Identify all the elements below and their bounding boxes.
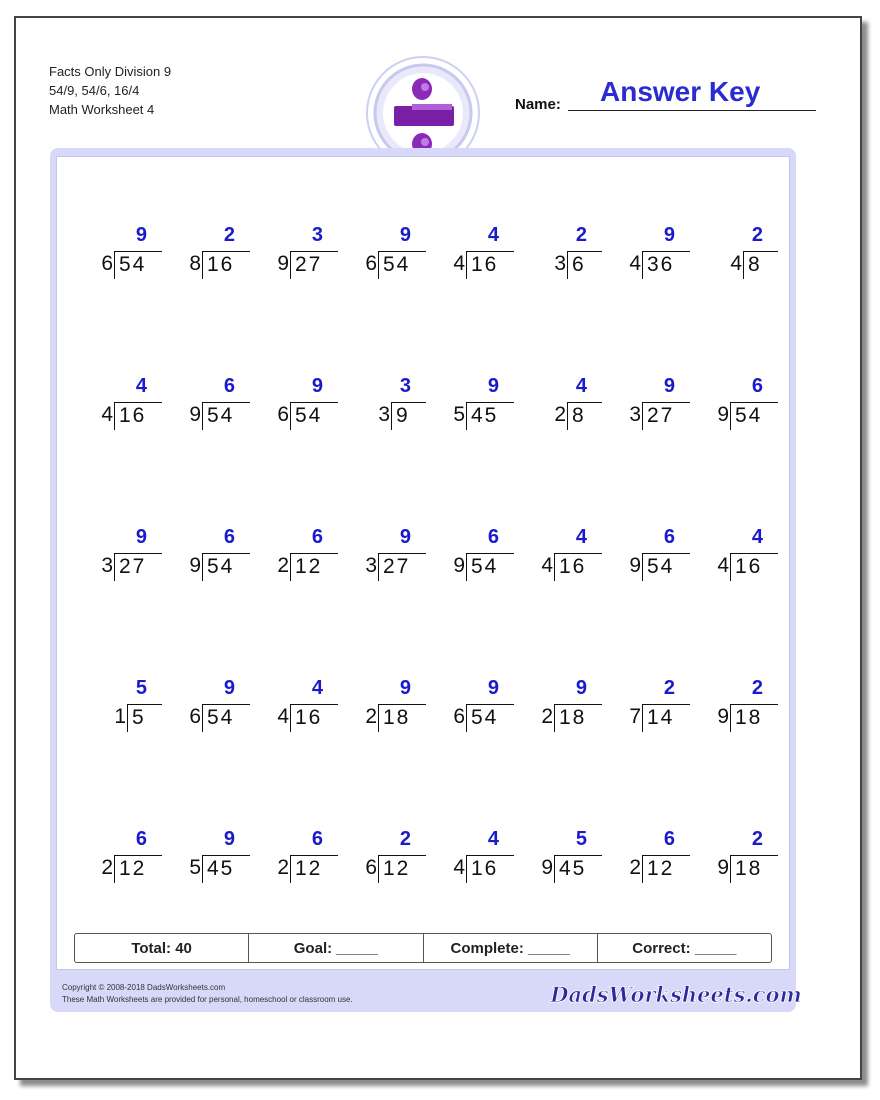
quotient-answer: 9 bbox=[135, 526, 148, 548]
copyright-text: Copyright © 2008-2018 DadsWorksheets.com bbox=[62, 983, 226, 992]
dividend: 54 bbox=[119, 253, 147, 276]
quotient-answer: 5 bbox=[575, 828, 588, 850]
dividend: 12 bbox=[383, 857, 411, 880]
division-bracket bbox=[642, 251, 643, 279]
dividend: 36 bbox=[647, 253, 675, 276]
division-bracket bbox=[567, 251, 568, 279]
division-problem bbox=[260, 375, 338, 435]
quotient-answer: 6 bbox=[751, 375, 764, 397]
division-problem bbox=[436, 828, 514, 888]
division-bar bbox=[378, 251, 426, 252]
division-bar bbox=[378, 855, 426, 856]
division-problem bbox=[524, 677, 602, 737]
division-problem bbox=[172, 526, 250, 586]
division-bracket bbox=[554, 855, 555, 883]
worksheet-title: Facts Only Division 9 bbox=[49, 64, 172, 79]
division-bar bbox=[202, 402, 250, 403]
division-problem bbox=[260, 828, 338, 888]
division-bar bbox=[567, 251, 602, 252]
division-bar bbox=[642, 251, 690, 252]
division-bracket bbox=[730, 553, 731, 581]
divisor: 3 bbox=[365, 554, 377, 577]
division-problem bbox=[436, 224, 514, 284]
division-bracket bbox=[730, 402, 731, 430]
division-problem bbox=[172, 828, 250, 888]
divisor: 9 bbox=[189, 554, 201, 577]
quotient-answer: 9 bbox=[663, 375, 676, 397]
division-bar bbox=[127, 704, 162, 705]
division-bracket bbox=[642, 704, 643, 732]
quotient-answer: 3 bbox=[399, 375, 412, 397]
complete-field[interactable]: Complete: _____ bbox=[424, 934, 598, 962]
division-bar bbox=[202, 251, 250, 252]
division-problem bbox=[260, 526, 338, 586]
divisor: 7 bbox=[629, 705, 641, 728]
division-problem bbox=[84, 375, 162, 435]
division-bar bbox=[290, 855, 338, 856]
division-problem bbox=[612, 677, 690, 737]
dividend: 16 bbox=[735, 555, 763, 578]
divisor: 9 bbox=[717, 856, 729, 879]
dividend: 45 bbox=[471, 404, 499, 427]
quotient-answer: 4 bbox=[487, 828, 500, 850]
division-bar bbox=[466, 402, 514, 403]
division-bracket bbox=[466, 402, 467, 430]
quotient-answer: 4 bbox=[751, 526, 764, 548]
score-bar bbox=[74, 933, 772, 963]
division-problem bbox=[700, 224, 778, 284]
divisor: 4 bbox=[277, 705, 289, 728]
division-bar bbox=[554, 855, 602, 856]
division-bracket bbox=[466, 251, 467, 279]
dividend: 12 bbox=[647, 857, 675, 880]
goal-field[interactable]: Goal: _____ bbox=[249, 934, 423, 962]
division-problem bbox=[348, 677, 426, 737]
divisor: 6 bbox=[365, 856, 377, 879]
quotient-answer: 2 bbox=[663, 677, 676, 699]
quotient-answer: 9 bbox=[575, 677, 588, 699]
division-problem bbox=[84, 224, 162, 284]
division-bar bbox=[114, 251, 162, 252]
division-problem bbox=[612, 375, 690, 435]
division-bracket bbox=[466, 855, 467, 883]
dividend: 27 bbox=[647, 404, 675, 427]
divisor: 9 bbox=[717, 403, 729, 426]
divisor: 4 bbox=[101, 403, 113, 426]
dividend: 18 bbox=[559, 706, 587, 729]
divisor: 6 bbox=[277, 403, 289, 426]
dividend: 18 bbox=[383, 706, 411, 729]
divisor: 6 bbox=[365, 252, 377, 275]
quotient-answer: 4 bbox=[487, 224, 500, 246]
division-bracket bbox=[378, 855, 379, 883]
quotient-answer: 4 bbox=[311, 677, 324, 699]
division-bar bbox=[730, 402, 778, 403]
quotient-answer: 6 bbox=[223, 375, 236, 397]
division-bracket bbox=[127, 704, 128, 732]
divisor: 2 bbox=[101, 856, 113, 879]
divisor: 6 bbox=[101, 252, 113, 275]
division-bar bbox=[114, 402, 162, 403]
division-bar bbox=[290, 402, 338, 403]
divisor: 9 bbox=[277, 252, 289, 275]
correct-field[interactable]: Correct: _____ bbox=[632, 939, 737, 957]
division-problem bbox=[700, 677, 778, 737]
division-bar bbox=[642, 553, 690, 554]
divisor: 2 bbox=[365, 705, 377, 728]
dividend: 16 bbox=[119, 404, 147, 427]
division-bar bbox=[743, 251, 778, 252]
quotient-answer: 5 bbox=[135, 677, 148, 699]
dividend: 54 bbox=[207, 706, 235, 729]
divisor: 2 bbox=[629, 856, 641, 879]
answer-key-title: Answer Key bbox=[600, 76, 761, 107]
dividend: 54 bbox=[471, 706, 499, 729]
division-bracket bbox=[114, 855, 115, 883]
division-problem bbox=[700, 828, 778, 888]
quotient-answer: 9 bbox=[311, 375, 324, 397]
quotient-answer: 9 bbox=[399, 526, 412, 548]
division-bar bbox=[466, 855, 514, 856]
dividend: 27 bbox=[295, 253, 323, 276]
quotient-answer: 4 bbox=[575, 526, 588, 548]
divisor: 4 bbox=[453, 252, 465, 275]
dividend: 9 bbox=[396, 404, 410, 427]
division-bracket bbox=[290, 704, 291, 732]
division-problem bbox=[524, 224, 602, 284]
dividend: 16 bbox=[471, 857, 499, 880]
division-bar bbox=[466, 251, 514, 252]
dividend: 54 bbox=[735, 404, 763, 427]
divisor: 6 bbox=[189, 705, 201, 728]
divisor: 5 bbox=[453, 403, 465, 426]
quotient-answer: 4 bbox=[135, 375, 148, 397]
division-bar bbox=[290, 553, 338, 554]
divisor: 2 bbox=[277, 554, 289, 577]
quotient-answer: 2 bbox=[399, 828, 412, 850]
dividend: 16 bbox=[559, 555, 587, 578]
division-bracket bbox=[554, 553, 555, 581]
divisor: 3 bbox=[378, 403, 390, 426]
dividend: 5 bbox=[132, 706, 146, 729]
quotient-answer: 9 bbox=[487, 677, 500, 699]
division-bracket bbox=[290, 855, 291, 883]
quotient-answer: 4 bbox=[575, 375, 588, 397]
quotient-answer: 6 bbox=[487, 526, 500, 548]
dividend: 27 bbox=[383, 555, 411, 578]
division-problem bbox=[524, 375, 602, 435]
division-bar bbox=[466, 704, 514, 705]
quotient-answer: 6 bbox=[663, 526, 676, 548]
dividend: 14 bbox=[647, 706, 675, 729]
dividend: 18 bbox=[735, 857, 763, 880]
division-bracket bbox=[114, 402, 115, 430]
division-bracket bbox=[202, 855, 203, 883]
division-bar bbox=[290, 251, 338, 252]
division-bracket bbox=[378, 553, 379, 581]
division-problem bbox=[260, 224, 338, 284]
division-bar bbox=[391, 402, 426, 403]
division-bar bbox=[554, 704, 602, 705]
divisor: 2 bbox=[541, 705, 553, 728]
dividend: 12 bbox=[295, 555, 323, 578]
division-bracket bbox=[642, 402, 643, 430]
dividend: 54 bbox=[471, 555, 499, 578]
quotient-answer: 3 bbox=[311, 224, 324, 246]
division-bar bbox=[202, 855, 250, 856]
division-bar bbox=[290, 704, 338, 705]
quotient-answer: 9 bbox=[399, 677, 412, 699]
quotient-answer: 9 bbox=[223, 828, 236, 850]
division-bracket bbox=[114, 251, 115, 279]
divisor: 6 bbox=[453, 705, 465, 728]
division-problem bbox=[348, 375, 426, 435]
divisor: 2 bbox=[277, 856, 289, 879]
division-bar bbox=[642, 402, 690, 403]
divisor: 2 bbox=[554, 403, 566, 426]
division-bar bbox=[202, 553, 250, 554]
division-bar bbox=[554, 553, 602, 554]
division-problem bbox=[524, 526, 602, 586]
divisor: 3 bbox=[101, 554, 113, 577]
division-bar bbox=[114, 553, 162, 554]
division-bar bbox=[642, 855, 690, 856]
divisor: 9 bbox=[629, 554, 641, 577]
divisor: 4 bbox=[629, 252, 641, 275]
division-problem bbox=[612, 526, 690, 586]
quotient-answer: 2 bbox=[751, 677, 764, 699]
total-count: Total: 40 bbox=[75, 934, 249, 962]
divisor: 3 bbox=[629, 403, 641, 426]
divisor: 4 bbox=[541, 554, 553, 577]
division-bracket bbox=[290, 553, 291, 581]
dividend: 54 bbox=[207, 404, 235, 427]
division-problem bbox=[84, 526, 162, 586]
dividend: 45 bbox=[559, 857, 587, 880]
division-problem bbox=[436, 526, 514, 586]
division-bracket bbox=[743, 251, 744, 279]
footer-copyright bbox=[62, 982, 353, 1006]
division-bar bbox=[378, 553, 426, 554]
division-bar bbox=[114, 855, 162, 856]
division-bar bbox=[730, 855, 778, 856]
dividend: 8 bbox=[748, 253, 762, 276]
division-bracket bbox=[290, 251, 291, 279]
quotient-answer: 9 bbox=[135, 224, 148, 246]
dividend: 45 bbox=[207, 857, 235, 880]
quotient-answer: 2 bbox=[575, 224, 588, 246]
division-problem bbox=[84, 677, 162, 737]
divisor: 4 bbox=[717, 554, 729, 577]
division-bar bbox=[466, 553, 514, 554]
quotient-answer: 6 bbox=[311, 526, 324, 548]
division-bracket bbox=[642, 855, 643, 883]
quotient-answer: 9 bbox=[223, 677, 236, 699]
worksheet-number: Math Worksheet 4 bbox=[49, 102, 155, 117]
divisor: 1 bbox=[114, 705, 126, 728]
quotient-answer: 2 bbox=[223, 224, 236, 246]
quotient-answer: 9 bbox=[487, 375, 500, 397]
divisor: 9 bbox=[453, 554, 465, 577]
quotient-answer: 2 bbox=[751, 828, 764, 850]
division-problem bbox=[700, 526, 778, 586]
division-bracket bbox=[730, 704, 731, 732]
division-bracket bbox=[730, 855, 731, 883]
division-problem bbox=[436, 677, 514, 737]
dividend: 16 bbox=[207, 253, 235, 276]
divisor: 9 bbox=[717, 705, 729, 728]
division-problem bbox=[524, 828, 602, 888]
division-bracket bbox=[391, 402, 392, 430]
divisor: 4 bbox=[453, 856, 465, 879]
dividend: 12 bbox=[295, 857, 323, 880]
division-bracket bbox=[466, 553, 467, 581]
dividend: 8 bbox=[572, 404, 586, 427]
division-bar bbox=[642, 704, 690, 705]
dadsworksheets-logo bbox=[550, 976, 802, 1012]
division-bracket bbox=[202, 704, 203, 732]
division-bracket bbox=[642, 553, 643, 581]
divisor: 4 bbox=[730, 252, 742, 275]
division-bar bbox=[378, 704, 426, 705]
division-bracket bbox=[290, 402, 291, 430]
division-bar bbox=[202, 704, 250, 705]
division-problem bbox=[172, 224, 250, 284]
divisor: 8 bbox=[189, 252, 201, 275]
dividend: 54 bbox=[647, 555, 675, 578]
division-bracket bbox=[202, 251, 203, 279]
division-problem bbox=[436, 375, 514, 435]
division-bar bbox=[567, 402, 602, 403]
division-problem bbox=[612, 224, 690, 284]
dividend: 18 bbox=[735, 706, 763, 729]
division-problem bbox=[84, 828, 162, 888]
division-problem bbox=[612, 828, 690, 888]
division-bracket bbox=[378, 704, 379, 732]
dividend: 6 bbox=[572, 253, 586, 276]
name-label: Name: bbox=[515, 96, 561, 113]
usage-notice: These Math Worksheets are provided for personal, homeschool or classroom use. bbox=[62, 995, 353, 1004]
dividend: 12 bbox=[119, 857, 147, 880]
division-problem bbox=[348, 224, 426, 284]
division-bracket bbox=[202, 402, 203, 430]
dividend: 54 bbox=[207, 555, 235, 578]
dividend: 27 bbox=[119, 555, 147, 578]
divisor: 5 bbox=[189, 856, 201, 879]
division-bracket bbox=[114, 553, 115, 581]
division-problem bbox=[172, 375, 250, 435]
quotient-answer: 6 bbox=[663, 828, 676, 850]
worksheet-facts: 54/9, 54/6, 16/4 bbox=[49, 83, 140, 98]
division-bracket bbox=[567, 402, 568, 430]
division-bar bbox=[730, 704, 778, 705]
quotient-answer: 6 bbox=[311, 828, 324, 850]
division-problem bbox=[700, 375, 778, 435]
division-bracket bbox=[466, 704, 467, 732]
divisor: 9 bbox=[189, 403, 201, 426]
quotient-answer: 6 bbox=[135, 828, 148, 850]
division-problem bbox=[172, 677, 250, 737]
division-bracket bbox=[202, 553, 203, 581]
quotient-answer: 2 bbox=[751, 224, 764, 246]
quotient-answer: 9 bbox=[663, 224, 676, 246]
division-problem bbox=[260, 677, 338, 737]
brand-text: DadsWorksheets.com bbox=[550, 982, 802, 1007]
division-problem bbox=[348, 828, 426, 888]
divisor: 3 bbox=[554, 252, 566, 275]
division-bar bbox=[730, 553, 778, 554]
dividend: 16 bbox=[471, 253, 499, 276]
dividend: 16 bbox=[295, 706, 323, 729]
dividend: 54 bbox=[383, 253, 411, 276]
division-problem bbox=[348, 526, 426, 586]
quotient-answer: 9 bbox=[399, 224, 412, 246]
division-bracket bbox=[554, 704, 555, 732]
division-bracket bbox=[378, 251, 379, 279]
dividend: 54 bbox=[295, 404, 323, 427]
divisor: 9 bbox=[541, 856, 553, 879]
quotient-answer: 6 bbox=[223, 526, 236, 548]
